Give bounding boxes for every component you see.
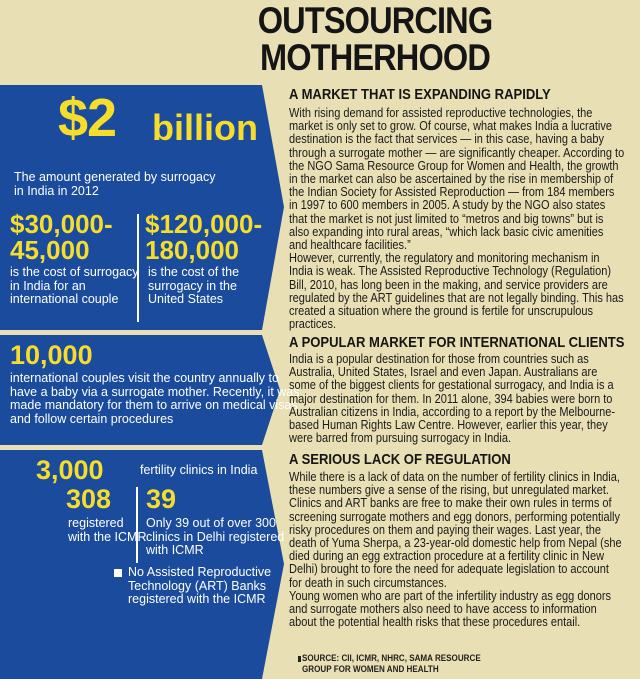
section-body-international [289, 352, 624, 444]
market-amount-unit: billion [152, 107, 258, 148]
india-cost: $30,000-45,000 [10, 209, 113, 265]
art-banks-note: No Assisted Reproductive Technology (ART) Banks registered with the ICMR [128, 565, 272, 606]
section-heading-international: A POPULAR MARKET FOR INTERNATIONAL CLIENTS [289, 334, 625, 351]
clinics-caption: fertility clinics in India [140, 463, 258, 477]
regulation-paragraph-1: While there is a lack of data on the number of fertility clinics in India, these numbers give a sense of the rising, but unregulated market. Clinics and ART banks are free to make their own rules in terms of screening surrogate mothers and egg donors, performing potentially risky procedures on them and paying their wages. Last year, the death of Yuma Sherpa, a 23-year-old domestic help from Nepal (she died during an egg extraction procedure at a fertility clinic in New Delhi) brought to fore the need for adequate legislation to account for death in such circumstances. [289, 469, 622, 590]
market-amount: $2 [58, 88, 117, 148]
title-line-2: MOTHERHOOD [260, 37, 490, 78]
india-cost-caption: is the cost of surrogacy in India for an international couple [10, 265, 139, 306]
couples-count: 10,000 [10, 340, 93, 370]
us-cost-caption: is the cost of the surrogacy in the United States [148, 265, 240, 306]
market-amount-caption: The amount generated by surrogacy in India in 2012 [14, 170, 216, 198]
page-title [45, 2, 608, 76]
section-body-regulation [289, 470, 624, 628]
bullet-icon [114, 569, 122, 577]
us-cost: $120,000-180,000 [145, 209, 263, 265]
market-paragraph-1: With rising demand for assisted reproductive technologies, the market is only set to grow. Of course, what makes India a lucrative destination is the fact that services — in this case, having a baby through a surrogate mother — are significantly cheaper. According to the NGO Sama Resource Group for Women and Health, the growth in the market can also be ascertained by the rise in membership of the Indian Society for Assisted Reproduction — from 184 members in 1997 to 600 members in 2005. A study by the NGO also states that the market is not just limited to “metros and big towns” but is also expanding into rural areas, “which lack basic civic amenities and healthcare facilities.” [289, 105, 625, 253]
source-marker [298, 656, 301, 662]
market-paragraph-2: However, currently, the regulatory and monitoring mechanism in India is weak. The Assisted Reproductive Technology (Regulation) Bill, 2010, has long been in the making, and service providers are regulated by the ART guidelines that are not legally binding. This has created a situation where the ground is fertile for unscrupulous practices. [289, 250, 624, 332]
registered-caption: registered with the ICMR [68, 516, 147, 544]
section-heading-regulation: A SERIOUS LACK OF REGULATION [289, 451, 511, 468]
regulation-paragraph-2: Young women who are part of the infertility industry as egg donors and surrogate mothers also need to have access to information about the potential health risks that these procedures entail. [289, 587, 612, 630]
international-paragraph-1: India is a popular destination for those from countries such as Australia, United States, Israel and even Japan. Australians are some of the biggest clients for gestational surrogacy, and India is a major destination for them. In 2011 alone, 394 babies were born to Australian citizens in India, according to a report by the Melbourne-based Human Rights Law Centre. However, earlier this year, they were barred from pursuing surrogacy in India. [289, 351, 616, 446]
clinics-count: 3,000 [36, 455, 104, 485]
delhi-count: 39 [146, 484, 177, 514]
couples-caption: international couples visit the country annually to have a baby via a surrogate mother. Recently, it was made mandatory for them to arrive on medical visas and follow certain procedures [10, 371, 300, 426]
source-credit: SOURCE: CII, ICMR, NHRC, SAMA RESOURCE GROUP FOR WOMEN AND HEALTH [302, 653, 481, 675]
section-body-market [289, 106, 624, 330]
section-heading-market: A MARKET THAT IS EXPANDING RAPIDLY [289, 86, 551, 103]
market-size-panel-arrow [262, 85, 284, 330]
title-line-1: OUTSOURCING [257, 0, 493, 41]
delhi-caption: Only 39 out of over 300 clinics in Delhi registered with ICMR [146, 516, 285, 557]
registered-count: 308 [66, 484, 112, 514]
